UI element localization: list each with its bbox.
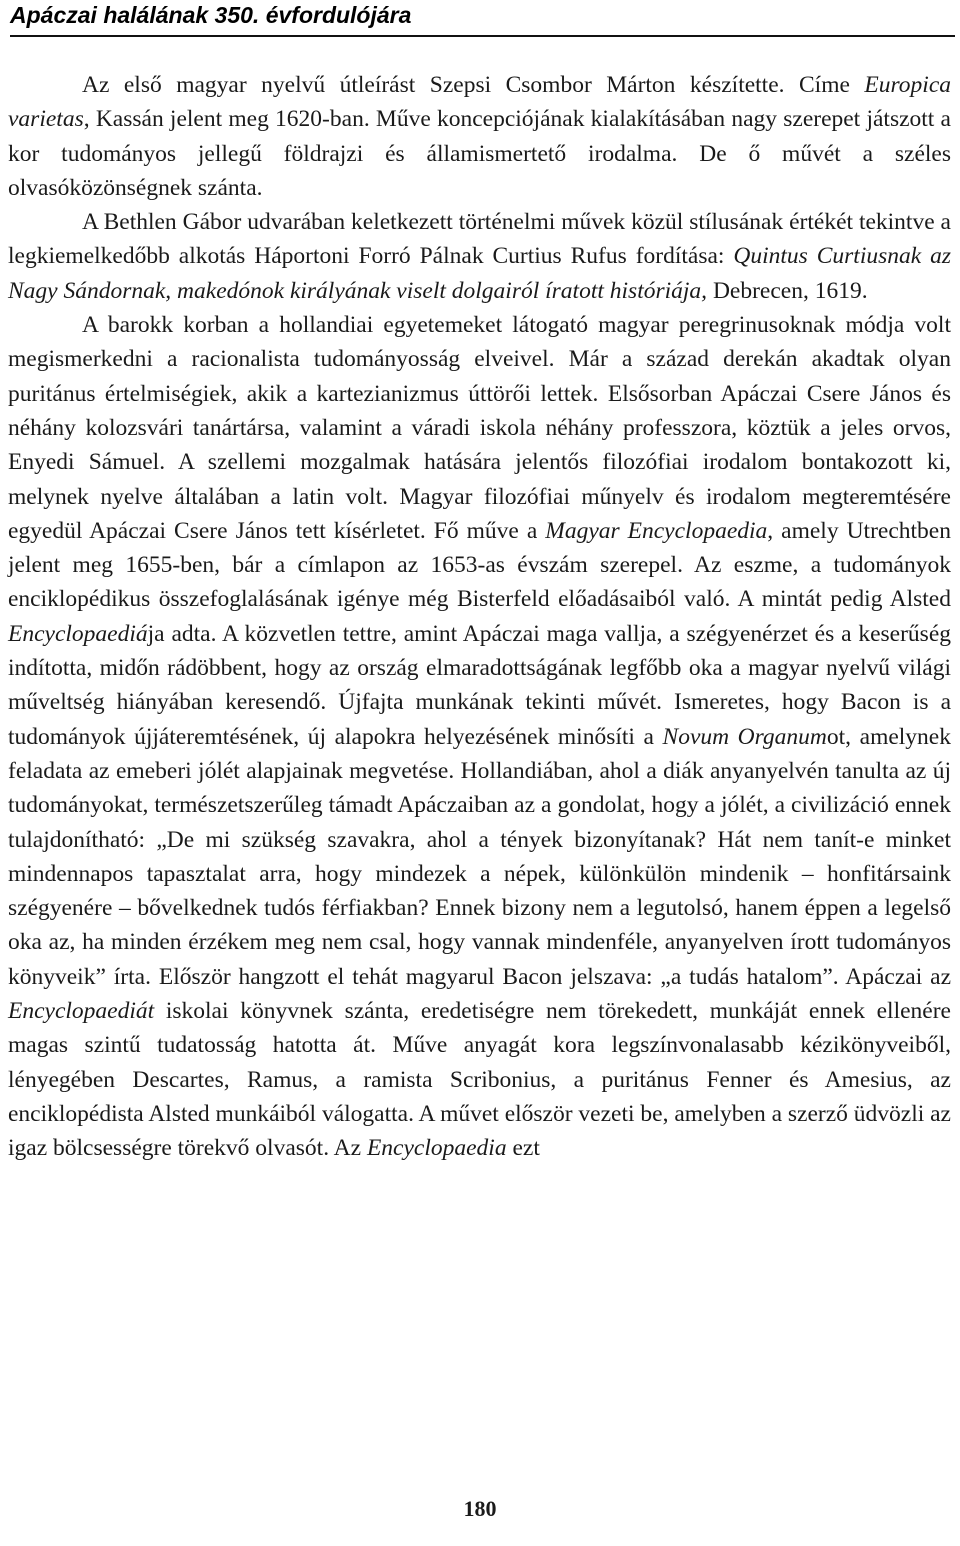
paragraph <box>8 205 951 308</box>
italic-title-text: Encyclopaedia <box>366 1135 507 1162</box>
paragraph-text: ja adta. A közvetlen tettre, amint Apáczai maga vallja, a szégyenérzet és a keserűség indította, midőn rádöbbent, hogy az ország elmaradottságának legfőbb oka a magyar nyelvű világi műveltség hiányában keresendő. Újfajta munkának tekinti művét. Ismeretes, hogy Bacon is a tudományok újjáteremtésének, új alapokra helyezésének minősíti a <box>8 620 951 750</box>
paragraph-text: Az első magyar nyelvű útleírást Szepsi Csombor Márton készítette. Címe <box>82 72 865 98</box>
italic-title-text: Encyclopaediá <box>8 620 148 647</box>
italic-title-text: Quintus Curtiusnak az Nagy Sándornak, makedónok királyának viselt dolgairól íratott históriája, <box>8 243 951 304</box>
header-title: Apáczai halálának 350. évfordulójára <box>10 2 412 28</box>
italic-title-text: Encyclopaediát <box>8 998 155 1025</box>
paragraph-text: iskolai könyvnek szánta, eredetiségre nem törekedett, munkáját ennek ellenére magas szintű tudatosság hatotta át. Műve anyagát kora legszínvonalasabb kézikönyveiből, lényegében Descartes, Ramus, a ramista Scribonius, a puritánus Fenner és Amesius, az enciklopédista Alsted munkáiból válogatta. A művet először vezeti be, amelyben a szerző üdvözli az igaz bölcsességre törekvő olvasót. Az <box>8 998 951 1162</box>
page-number: 180 <box>463 1496 497 1521</box>
paragraph-text: A barokk korban a hollandiai egyetemeket látogató magyar peregrinusoknak módja volt megismerkedni a racionalista tudományosság elveivel. Már a század derekán akadtak olyan puritánus értelmiségiek, akik a kartezianizmus úttörői lettek. Elsősorban Apáczai Csere János és néhány kolozsvári tanártársa, valamint a váradi iskola néhány professzora, köztük a jeles orvos, Enyedi Sámuel. A szellemi mozgalmak hatására jelentős filozófiai irodalom bontakozott ki, melynek nyelve általában a latin volt. Magyar filozófiai műnyelv és irodalom megteremtésére egyedül Apáczai Csere János tett kísérletet. Fő műve a <box>8 312 951 544</box>
italic-title-text: Novum Organum <box>662 723 827 750</box>
paragraph-text: ezt <box>506 1135 540 1162</box>
paragraph-text: Debrecen, 1619. <box>707 277 868 304</box>
paragraph-text: ot, amelynek feladata az emeberi jólét alapjainak megvetése. Hollandiában, ahol a diák anyanyelvén tanulta az új tudományokat, természetszerűleg támadt Apáczaiban az a gondolat, hogy a jólét, a civilizáció ennek tulajdonítható: „De mi szükség szavakra, ahol a tények bizonyítanak? Hát nem tanít-e minket mindennapos tapasztalat arra, hogy mindezek a népek, különkülön mindenik – honfitársaink szégyenére – bővelkednek tudós férfiakban? Ennek bizony nem a legutolsó, hanem éppen a legelső oka az, ha minden érzékem meg nem csal, hogy vannak mindenféle, anyanyelven írott tudományos könyveik” írta. Először hangzott el tehát magyarul Bacon jelszava: „a tudás hatalom”. Apáczai az <box>8 723 951 990</box>
body-text <box>8 68 951 1166</box>
paragraph-text: , Kassán jelent meg 1620-ban. Műve koncepciójának kialakításában nagy szerepet játszott a kor tudományos jellegű földrajzi és államismertető irodalma. De ő művét a széles olvasóközönségnek szánta. <box>8 106 951 201</box>
paragraph <box>8 308 951 1165</box>
paragraph-text: A Bethlen Gábor udvarában keletkezett történelmi művek közül stílusának értékét tekintve a legkiemelkedőbb alkotás Háportoni Forró Pálnak Curtius Rufus fordítása: <box>8 209 951 270</box>
italic-title-text: Magyar Encyclopaedia <box>545 517 768 544</box>
running-header <box>10 0 955 37</box>
paragraph <box>8 68 951 205</box>
italic-title-text: Europica varietas <box>8 72 951 133</box>
paragraph-text: , amely Utrechtben jelent meg 1655-ben, bár a címlapon az 1653-as évszám szerepel. Az eszme, a tudományok enciklopédikus összefoglalásának igénye még Bisterfeld előadásaiból való. A mintát pedig Alsted <box>8 517 951 613</box>
